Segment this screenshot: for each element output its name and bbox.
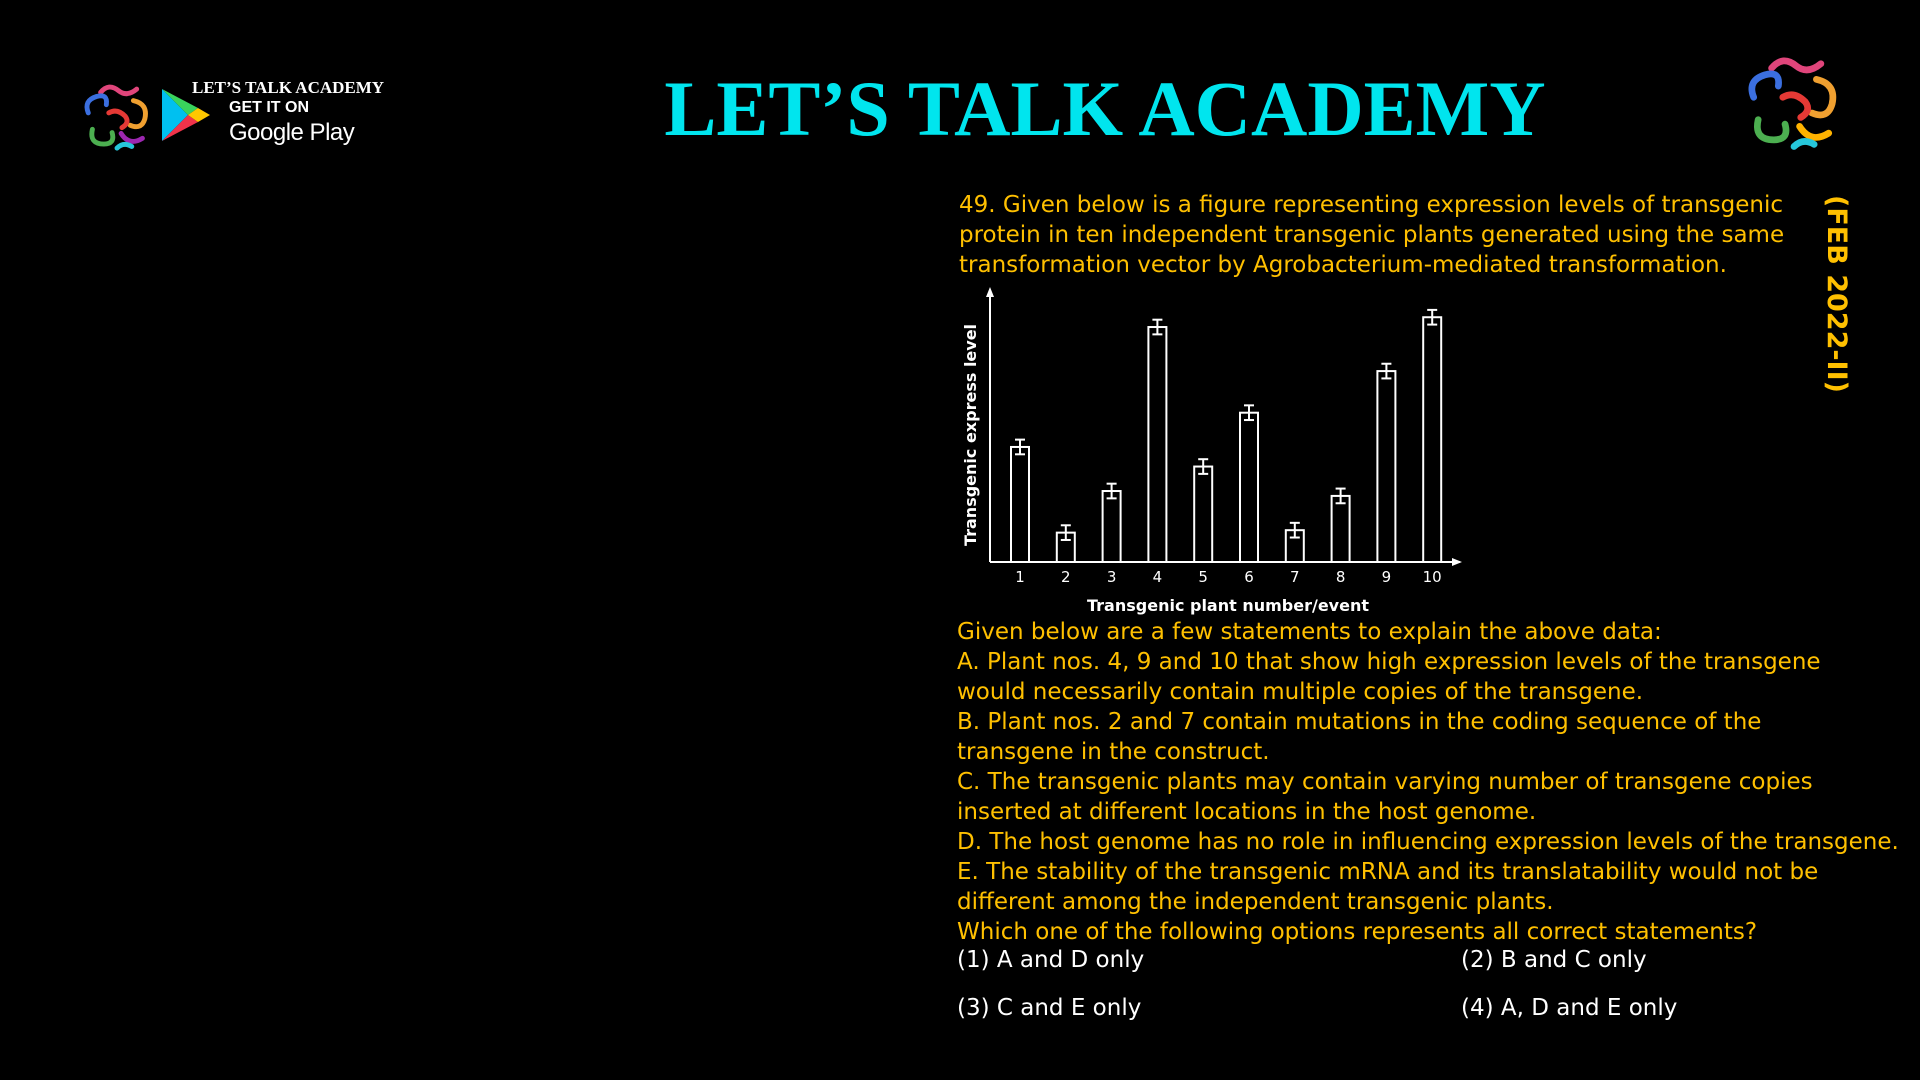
bar	[1423, 317, 1441, 562]
x-tick-label: 2	[1061, 568, 1071, 586]
x-tick-label: 3	[1106, 568, 1117, 586]
x-axis-arrow	[1452, 558, 1462, 566]
statement-b: B. Plant nos. 2 and 7 contain mutations in the coding sequence of the	[957, 709, 1762, 735]
page-title: LET’S TALK ACADEMY	[664, 65, 1546, 152]
protein-logo-icon	[1738, 48, 1850, 160]
option-1[interactable]: (1) A and D only	[957, 947, 1145, 973]
bar	[1011, 447, 1029, 562]
x-tick-label: 6	[1244, 568, 1254, 586]
question-line: transformation vector by Agrobacterium-mediated transformation.	[959, 252, 1727, 278]
expression-bar-chart	[960, 285, 1480, 620]
x-tick-label: 7	[1290, 568, 1300, 586]
statement-d: D. The host genome has no role in influencing expression levels of the transgene.	[957, 829, 1899, 855]
bar	[1377, 371, 1395, 562]
bar	[1103, 491, 1121, 562]
x-tick-label: 8	[1335, 568, 1346, 586]
y-axis-arrow	[986, 287, 994, 297]
badge-store-name[interactable]: Google Play	[229, 119, 355, 146]
question-line: 49. Given below is a figure representing expression levels of transgenic	[959, 192, 1783, 218]
bar	[1240, 413, 1258, 562]
statement-c-cont: inserted at different locations in the host genome.	[957, 799, 1537, 825]
y-axis-label: Transgenic express level	[961, 323, 980, 547]
x-tick-label: 5	[1198, 568, 1208, 586]
statement-e: E. The stability of the transgenic mRNA and its translatability would not be	[957, 859, 1819, 885]
statement-c: C. The transgenic plants may contain varying number of transgene copies	[957, 769, 1813, 795]
x-tick-label: 4	[1152, 568, 1163, 586]
badge-title: LET’S TALK ACADEMY	[192, 78, 385, 97]
statement-b-cont: transgene in the construct.	[957, 739, 1270, 765]
x-tick-label: 9	[1381, 568, 1392, 586]
statement-a-cont: would necessarily contain multiple copies of the transgene.	[957, 679, 1644, 705]
bar	[1148, 327, 1166, 562]
question-text	[959, 190, 1839, 280]
statements-intro: Given below are a few statements to explain the above data:	[957, 619, 1662, 645]
option-2[interactable]: (2) B and C only	[1461, 947, 1647, 973]
x-tick-label: 10	[1422, 568, 1442, 586]
bar	[1194, 467, 1212, 562]
exam-session-tag: (FEB 2022-II)	[1821, 195, 1852, 393]
badge-get-it-on: GET IT ON	[229, 99, 309, 116]
bar	[1332, 496, 1350, 562]
question-prompt: Which one of the following options represents all correct statements?	[957, 919, 1758, 945]
question-line: protein in ten independent transgenic plants generated using the same	[959, 222, 1785, 248]
statement-a: A. Plant nos. 4, 9 and 10 that show high expression levels of the transgene	[957, 649, 1821, 675]
x-tick-label: 1	[1015, 568, 1025, 586]
statement-e-cont: different among the independent transgenic plants.	[957, 889, 1554, 915]
option-3[interactable]: (3) C and E only	[957, 995, 1142, 1021]
option-4[interactable]: (4) A, D and E only	[1461, 995, 1678, 1021]
statements-block	[957, 617, 1907, 947]
x-axis-label: Transgenic plant number/event	[1087, 596, 1369, 615]
